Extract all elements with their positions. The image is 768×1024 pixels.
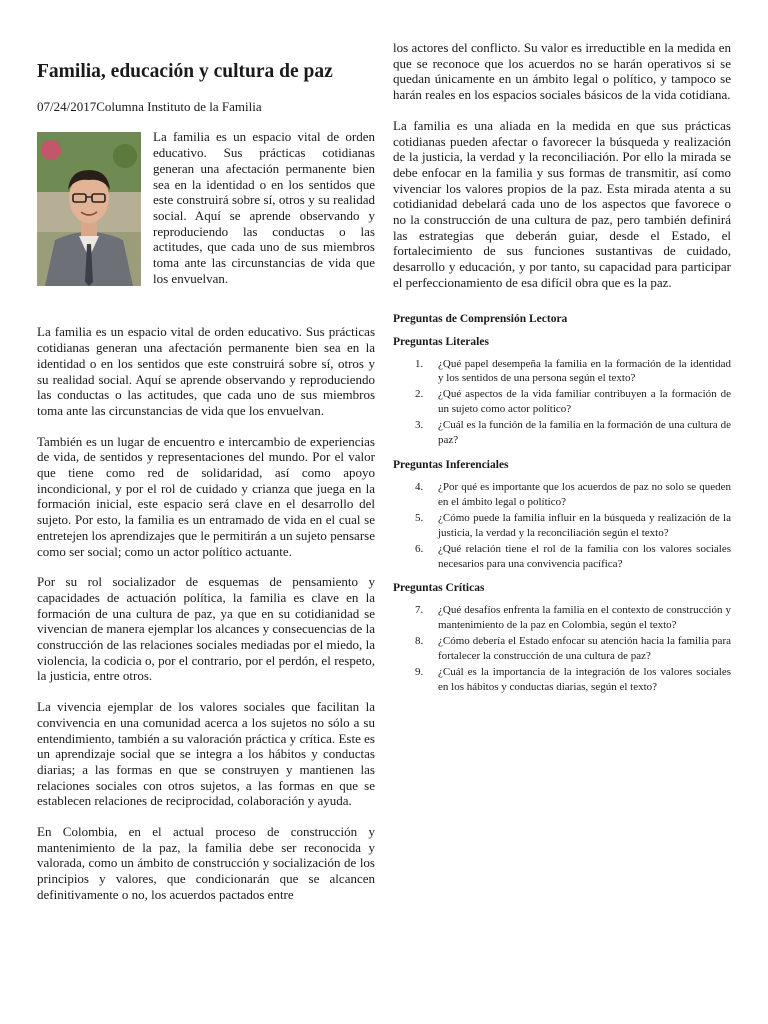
list-item [393,418,731,448]
body-paragraph: La familia es una aliada en la medida en que sus prácticas cotidianas pueden afectar o favorecer la búsqueda y realización de la justicia, la verdad y la reconciliación. Por ello la mirada se debe enfocar en la familia y sus formas de transmitir, así como vivenciar los valores propios de la paz. Esta mirada atenta a su cotidianidad debelará cada uno de los aspectos que favorece o no la construcción de una cultura de paz, pero también definirá las estrategias que deberán guiar, desde el Estado, el fortalecimiento de sus funciones sustantivas de cuidado, desarrollo y educación, y por tanto, su capacidad para participar el perfeccionamiento de esa difícil obra que es la paz. [393,117,731,290]
item-text: ¿Cuál es la función de la familia en la formación de una cultura de paz? [438,419,731,447]
item-text: ¿Qué papel desempeña la familia en la formación de la identidad y los sentidos de una persona según el texto? [438,357,731,385]
right-column [393,40,731,696]
item-text: ¿Cómo puede la familia influir en la búsqueda y realización de la justicia, la verdad y la reconciliación según el texto? [438,511,731,539]
list-item [393,387,731,417]
author-photo [37,132,141,286]
list-item [393,665,731,695]
inferential-questions-list [393,480,731,571]
literal-questions-list [393,357,731,448]
intro-paragraph: La familia es un espacio vital de orden educativo. Sus prácticas cotidianas generan una afectación permanente bien sea en la identidad o en los sentidos que este construirá sobre sí, otros y su realidad social. Aquí se aprende observando y reproduciendo las conductas o las actitudes, que cada uno de sus miembros toma ante las circunstancias de vida que los envuelvan. [153,129,375,286]
item-number: 7. [415,604,424,617]
item-number: 6. [415,542,424,555]
item-number: 3. [415,419,424,432]
body-paragraph: La vivencia ejemplar de los valores sociales que facilitan la convivencia en una comunidad acerca a los sujetos no sólo a su entendimiento, también a su valoración práctica y crítica. Este es un aprendizaje social que se integra a los hábitos y conductas diarias; a las formas en que se construyen y mantienen las relaciones sociales con otros sujetos, a las formas en que se establecen relaciones de reciprocidad, colaboración y ayuda. [37,699,375,809]
item-number: 9. [415,666,424,679]
item-text: ¿Qué desafíos enfrenta la familia en el contexto de construcción y mantenimiento de la paz en Colombia, según el texto? [438,604,731,632]
item-text: ¿Por qué es importante que los acuerdos de paz no solo se queden en el ámbito legal o político? [438,480,731,508]
list-item [393,542,731,572]
body-paragraph: También es un lugar de encuentro e intercambio de experiencias de vida, de sentidos y representaciones del mundo. Por el valor que tiene como red de solidaridad, así como apoyo incondicional, y por el rol de cuidado y crianza que juega en la formación inicial, este espacio será clave en el desarrollo del sujeto. Por esto, la familia es un entramado de vida en el cual se entretejen los aprendizajes que le permitirán a un sujeto pensarse como ser social; como un actor político actuante. [37,433,375,559]
article-title: Familia, educación y cultura de paz [37,61,333,82]
item-text: ¿Cómo debería el Estado enfocar su atención hacia la familia para fortalecer la construcción de una cultura de paz? [438,635,731,663]
item-number: 1. [415,357,424,370]
critical-questions-heading: Preguntas Críticas [393,582,485,595]
item-number: 5. [415,511,424,524]
body-paragraph: En Colombia, en el actual proceso de construcción y mantenimiento de la paz, la familia debe ser reconocida y valorada, como un ámbito de construcción y socialización de los principios y valores, que condicionarán que se alcancen definitivamente o no, los acuerdos pactados entre [37,824,375,902]
item-text: ¿Qué relación tiene el rol de la familia con los valores sociales necesarios para una convivencia pacífica? [438,542,731,570]
item-text: ¿Qué aspectos de la vida familiar contribuyen a la formación de un sujeto como actor político? [438,388,731,416]
item-number: 4. [415,480,424,493]
literal-questions-heading: Preguntas Literales [393,335,489,348]
list-item [393,480,731,510]
article-byline: 07/24/2017Columna Instituto de la Familia [37,99,262,115]
left-column [37,40,375,903]
questions-title: Preguntas de Comprensión Lectora [393,312,568,325]
list-item [393,634,731,664]
inferential-questions-heading: Preguntas Inferenciales [393,458,509,471]
list-item [393,511,731,541]
item-number: 2. [415,388,424,401]
intro-text-wrap [153,129,375,286]
body-paragraph: La familia es un espacio vital de orden educativo. Sus prácticas cotidianas generan una afectación permanente bien sea en la identidad o en los sentidos que este construirá sobre sí, otros y su realidad social. Aquí se aprende observando y reproduciendo las conductas o las actitudes, que cada uno de sus miembros toma ante las circunstancias de vida que los envuelvan. [37,324,375,418]
list-item [393,603,731,633]
item-number: 8. [415,635,424,648]
body-paragraph: Por su rol socializador de esquemas de pensamiento y capacidades de actuación política, la familia es clave en la formación de una cultura de paz, ya que en su cotidianidad se vivencian de manera ejemplar los alcances y consecuencias de la construcción de las relaciones sociales mediadas por el miedo, la violencia, la codicia o, por el contrario, por el perdón, el respeto, la justicia, entre otros. [37,574,375,684]
list-item [393,357,731,387]
critical-questions-list [393,603,731,694]
intro-block [37,129,375,324]
body-paragraph: los actores del conflicto. Su valor es irreductible en la medida en que se reconoce que los acuerdos no se harán operativos si se quedan únicamente en un ámbito legal o político, y tampoco se harán reales en los espacios sociales básicos de la vida cotidiana. [393,40,731,103]
item-text: ¿Cuál es la importancia de la integración de los valores sociales en los hábitos y conductas diarias, según el texto? [438,666,731,693]
